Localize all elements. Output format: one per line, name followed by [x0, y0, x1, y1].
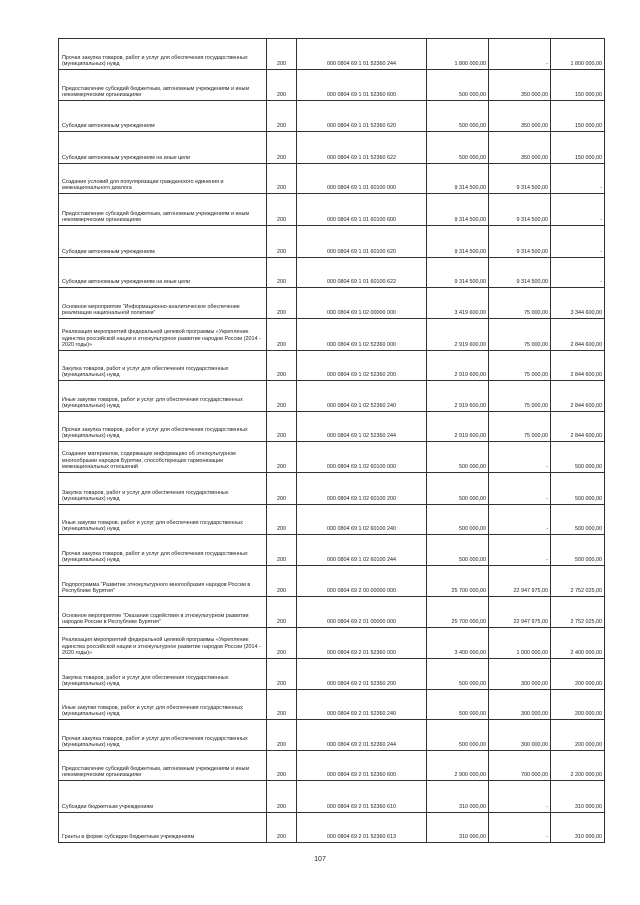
row-classification-cell: 000 0804 69 1 02 60100 240	[297, 505, 427, 535]
row-unexecuted-cell: -	[551, 194, 605, 226]
row-name-text: Иные закупки товаров, работ и услуг для обеспечения государственных (муниципальных) нужд	[62, 704, 243, 718]
row-classification-cell: 000 0804 69 1 01 60100 000	[297, 164, 427, 194]
row-classification-cell: 000 0804 69 1 01 60100 622	[297, 258, 427, 288]
row-approved-cell: 1 800 000,00	[427, 39, 489, 70]
row-name-text: Предоставление субсидий бюджетным, автономным учреждениям и иным некоммерческим организациям	[62, 765, 250, 779]
row-name-cell	[59, 132, 267, 164]
row-executed-cell: 22 947 975,00	[489, 566, 551, 597]
row-code-cell: 200	[267, 288, 297, 319]
table-row	[59, 535, 605, 566]
row-approved-cell: 310 000,00	[427, 781, 489, 813]
row-name-text: Прочая закупка товаров, работ и услуг для обеспечения государственных (муниципальных) нужд	[62, 735, 248, 749]
row-classification-cell: 000 0804 69 1 01 52360 244	[297, 39, 427, 70]
row-approved-cell: 500 000,00	[427, 442, 489, 473]
row-executed-cell: 350 000,00	[489, 132, 551, 164]
row-unexecuted-cell: 500 000,00	[551, 535, 605, 566]
row-unexecuted-cell: -	[551, 164, 605, 194]
row-code-cell: 200	[267, 751, 297, 781]
row-classification-cell: 000 0804 69 1 01 60100 600	[297, 194, 427, 226]
row-name-cell	[59, 690, 267, 720]
row-unexecuted-cell: 3 344 600,00	[551, 288, 605, 319]
table-row	[59, 132, 605, 164]
row-approved-cell: 500 000,00	[427, 659, 489, 690]
row-code-cell: 200	[267, 535, 297, 566]
row-unexecuted-cell: 1 800 000,00	[551, 39, 605, 70]
row-name-text: Основное мероприятие "Оказание содействия в этнокультурном развитии народов России в Республике Бурятия"	[62, 612, 249, 626]
row-name-cell	[59, 319, 267, 351]
row-name-text: Прочая закупка товаров, работ и услуг для обеспечения государственных (муниципальных) нужд	[62, 550, 248, 564]
row-unexecuted-cell: 150 000,00	[551, 70, 605, 101]
table-row	[59, 319, 605, 351]
row-approved-cell: 2 919 600,00	[427, 351, 489, 381]
row-executed-cell: 75 000,00	[489, 351, 551, 381]
row-name-text: Подпрограмма "Развитие этнокультурного многообразия народов России в Республике Бурятия"	[62, 581, 251, 595]
row-name-cell	[59, 226, 267, 258]
row-approved-cell: 25 700 000,00	[427, 597, 489, 628]
row-approved-cell: 2 900 000,00	[427, 751, 489, 781]
row-approved-cell: 3 400 000,00	[427, 628, 489, 659]
row-unexecuted-cell: 500 000,00	[551, 473, 605, 505]
row-executed-cell: 300 000,00	[489, 720, 551, 751]
row-approved-cell: 3 419 600,00	[427, 288, 489, 319]
table-row	[59, 39, 605, 70]
row-classification-cell: 000 0804 69 1 01 60100 620	[297, 226, 427, 258]
row-classification-cell: 000 0804 69 1 02 00000 000	[297, 288, 427, 319]
row-unexecuted-cell: 2 200 000,00	[551, 751, 605, 781]
row-classification-cell: 000 0804 69 1 02 60100 244	[297, 535, 427, 566]
row-unexecuted-cell: 200 000,00	[551, 659, 605, 690]
table-row	[59, 351, 605, 381]
row-code-cell: 200	[267, 628, 297, 659]
row-approved-cell: 500 000,00	[427, 132, 489, 164]
row-unexecuted-cell: 310 000,00	[551, 813, 605, 843]
row-executed-cell: 9 314 500,00	[489, 194, 551, 226]
row-code-cell: 200	[267, 720, 297, 751]
row-name-cell	[59, 535, 267, 566]
row-name-cell	[59, 39, 267, 70]
row-classification-cell: 000 0804 69 2 01 52360 240	[297, 690, 427, 720]
row-approved-cell: 2 919 600,00	[427, 319, 489, 351]
row-executed-cell: 75 000,00	[489, 412, 551, 442]
row-unexecuted-cell: 2 844 600,00	[551, 351, 605, 381]
row-name-text: Закупка товаров, работ и услуг для обеспечения государственных (муниципальных) нужд	[62, 489, 229, 503]
row-code-cell: 200	[267, 659, 297, 690]
table-row	[59, 659, 605, 690]
row-name-cell	[59, 101, 267, 132]
row-unexecuted-cell: 200 000,00	[551, 720, 605, 751]
row-code-cell: 200	[267, 566, 297, 597]
row-unexecuted-cell: 2 844 600,00	[551, 412, 605, 442]
row-approved-cell: 500 000,00	[427, 70, 489, 101]
row-name-cell	[59, 720, 267, 751]
row-approved-cell: 500 000,00	[427, 473, 489, 505]
row-executed-cell: -	[489, 813, 551, 843]
row-unexecuted-cell: -	[551, 226, 605, 258]
row-classification-cell: 000 0804 69 1 01 52360 622	[297, 132, 427, 164]
row-unexecuted-cell: 200 000,00	[551, 690, 605, 720]
row-code-cell: 200	[267, 101, 297, 132]
row-name-cell	[59, 442, 267, 473]
row-name-text: Субсидии автономным учреждениям на иные цели	[62, 279, 191, 286]
row-name-text: Субсидии автономным учреждениям	[62, 123, 155, 130]
budget-table-sheet	[58, 38, 604, 843]
table-row	[59, 628, 605, 659]
row-classification-cell: 000 0804 69 1 01 52360 600	[297, 70, 427, 101]
row-unexecuted-cell: 2 400 000,00	[551, 628, 605, 659]
row-name-text: Реализация мероприятий федеральной целевой программы «Укрепление единства российской нации и этнокультурное развитие народов России (2014 - 2020 годы)»	[62, 637, 261, 657]
table-row	[59, 597, 605, 628]
row-executed-cell: 9 314 500,00	[489, 258, 551, 288]
row-unexecuted-cell: 2 844 600,00	[551, 381, 605, 412]
row-name-text: Создание материалов, содержащих информацию об этнокультурном многообразии народов Бурятии, способствующих гармонизации межнациональных отношений	[62, 451, 236, 471]
row-executed-cell: 9 314 500,00	[489, 226, 551, 258]
row-name-text: Субсидии бюджетным учреждениям	[62, 804, 153, 811]
table-row	[59, 70, 605, 101]
row-approved-cell: 9 314 500,00	[427, 258, 489, 288]
row-unexecuted-cell: 2 752 025,00	[551, 597, 605, 628]
table-row	[59, 164, 605, 194]
row-code-cell: 200	[267, 194, 297, 226]
row-name-text: Прочая закупка товаров, работ и услуг для обеспечения государственных (муниципальных) нужд	[62, 54, 248, 68]
row-executed-cell: 300 000,00	[489, 659, 551, 690]
row-code-cell: 200	[267, 351, 297, 381]
table-row	[59, 473, 605, 505]
row-classification-cell: 000 0804 69 2 01 52360 613	[297, 813, 427, 843]
row-executed-cell: 75 000,00	[489, 288, 551, 319]
row-name-cell	[59, 597, 267, 628]
row-code-cell: 200	[267, 412, 297, 442]
row-classification-cell: 000 0804 69 2 01 52360 610	[297, 781, 427, 813]
row-name-cell	[59, 70, 267, 101]
row-name-text: Создание условий для популяризации гражданского единения и межнационального диалога	[62, 178, 224, 192]
row-name-text: Гранты в форме субсидии бюджетным учреждениям	[62, 834, 195, 841]
row-unexecuted-cell: 500 000,00	[551, 505, 605, 535]
table-row	[59, 813, 605, 843]
table-row	[59, 442, 605, 473]
row-code-cell: 200	[267, 70, 297, 101]
row-name-text: Предоставление субсидий бюджетным, автономным учреждениям и иным некоммерческим организациям	[62, 210, 250, 224]
row-unexecuted-cell: 310 000,00	[551, 781, 605, 813]
row-executed-cell: -	[489, 535, 551, 566]
row-code-cell: 200	[267, 690, 297, 720]
row-classification-cell: 000 0804 69 2 01 52360 600	[297, 751, 427, 781]
row-code-cell: 200	[267, 505, 297, 535]
row-unexecuted-cell: 150 000,00	[551, 132, 605, 164]
row-code-cell: 200	[267, 473, 297, 505]
row-name-text: Прочая закупка товаров, работ и услуг для обеспечения государственных (муниципальных) нужд	[62, 426, 248, 440]
row-approved-cell: 500 000,00	[427, 505, 489, 535]
row-classification-cell: 000 0804 69 2 01 00000 000	[297, 597, 427, 628]
row-code-cell: 200	[267, 597, 297, 628]
row-approved-cell: 2 919 600,00	[427, 381, 489, 412]
table-row	[59, 566, 605, 597]
row-executed-cell: -	[489, 505, 551, 535]
row-code-cell: 200	[267, 164, 297, 194]
row-code-cell: 200	[267, 258, 297, 288]
table-row	[59, 381, 605, 412]
row-executed-cell: 9 314 500,00	[489, 164, 551, 194]
row-name-cell	[59, 473, 267, 505]
row-name-text: Субсидии автономным учреждениям на иные цели	[62, 155, 191, 162]
row-approved-cell: 25 700 000,00	[427, 566, 489, 597]
row-classification-cell: 000 0804 69 1 02 60100 000	[297, 442, 427, 473]
row-executed-cell: 75 000,00	[489, 381, 551, 412]
row-approved-cell: 2 919 600,00	[427, 412, 489, 442]
table-row	[59, 505, 605, 535]
row-executed-cell: 75 000,00	[489, 319, 551, 351]
row-approved-cell: 9 314 500,00	[427, 164, 489, 194]
row-executed-cell: 300 000,00	[489, 690, 551, 720]
row-code-cell: 200	[267, 813, 297, 843]
table-row	[59, 288, 605, 319]
row-name-text: Предоставление субсидий бюджетным, автономным учреждениям и иным некоммерческим организациям	[62, 85, 250, 99]
table-row	[59, 751, 605, 781]
row-name-cell	[59, 659, 267, 690]
row-name-cell	[59, 194, 267, 226]
row-classification-cell: 000 0804 69 2 01 52360 244	[297, 720, 427, 751]
row-name-cell	[59, 351, 267, 381]
row-name-cell	[59, 751, 267, 781]
row-name-cell	[59, 566, 267, 597]
row-unexecuted-cell: 150 000,00	[551, 101, 605, 132]
row-code-cell: 200	[267, 226, 297, 258]
row-classification-cell: 000 0804 69 2 00 00000 000	[297, 566, 427, 597]
row-classification-cell: 000 0804 69 1 01 52360 620	[297, 101, 427, 132]
row-code-cell: 200	[267, 319, 297, 351]
row-code-cell: 200	[267, 442, 297, 473]
table-row	[59, 781, 605, 813]
row-executed-cell: -	[489, 39, 551, 70]
row-name-cell	[59, 164, 267, 194]
row-name-text: Иные закупки товаров, работ и услуг для обеспечения государственных (муниципальных) нужд	[62, 519, 243, 533]
row-name-cell	[59, 412, 267, 442]
row-name-text: Иные закупки товаров, работ и услуг для обеспечения государственных (муниципальных) нужд	[62, 396, 243, 410]
row-executed-cell: 350 000,00	[489, 70, 551, 101]
table-row	[59, 258, 605, 288]
row-executed-cell: -	[489, 781, 551, 813]
table-row	[59, 720, 605, 751]
row-code-cell: 200	[267, 132, 297, 164]
row-approved-cell: 9 314 500,00	[427, 226, 489, 258]
row-classification-cell: 000 0804 69 1 02 52360 240	[297, 381, 427, 412]
row-name-text: Закупка товаров, работ и услуг для обеспечения государственных (муниципальных) нужд	[62, 365, 229, 379]
row-executed-cell: -	[489, 442, 551, 473]
row-executed-cell: -	[489, 473, 551, 505]
row-code-cell: 200	[267, 39, 297, 70]
table-row	[59, 226, 605, 258]
row-approved-cell: 500 000,00	[427, 720, 489, 751]
row-name-cell	[59, 258, 267, 288]
row-name-text: Закупка товаров, работ и услуг для обеспечения государственных (муниципальных) нужд	[62, 674, 229, 688]
row-name-cell	[59, 505, 267, 535]
budget-table-body	[59, 39, 605, 843]
row-name-text: Субсидии автономным учреждениям	[62, 249, 155, 256]
row-classification-cell: 000 0804 69 2 01 52360 000	[297, 628, 427, 659]
row-name-cell	[59, 628, 267, 659]
row-approved-cell: 500 000,00	[427, 535, 489, 566]
row-code-cell: 200	[267, 781, 297, 813]
table-row	[59, 194, 605, 226]
row-executed-cell: 700 000,00	[489, 751, 551, 781]
row-classification-cell: 000 0804 69 1 02 60100 200	[297, 473, 427, 505]
row-executed-cell: 350 000,00	[489, 101, 551, 132]
row-unexecuted-cell: 2 752 025,00	[551, 566, 605, 597]
row-executed-cell: 22 947 975,00	[489, 597, 551, 628]
table-row	[59, 101, 605, 132]
table-row	[59, 690, 605, 720]
row-classification-cell: 000 0804 69 1 02 52360 244	[297, 412, 427, 442]
row-unexecuted-cell: -	[551, 258, 605, 288]
row-name-text: Основное мероприятие "Информационно-аналитическое обеспечение реализации национальной политики"	[62, 303, 240, 317]
row-code-cell: 200	[267, 381, 297, 412]
row-unexecuted-cell: 2 844 600,00	[551, 319, 605, 351]
row-classification-cell: 000 0804 69 1 02 52360 000	[297, 319, 427, 351]
row-unexecuted-cell: 500 000,00	[551, 442, 605, 473]
row-name-cell	[59, 813, 267, 843]
page-number: 107	[314, 856, 326, 863]
row-approved-cell: 9 314 500,00	[427, 194, 489, 226]
row-approved-cell: 500 000,00	[427, 101, 489, 132]
row-name-cell	[59, 288, 267, 319]
row-approved-cell: 500 000,00	[427, 690, 489, 720]
row-name-cell	[59, 781, 267, 813]
row-name-cell	[59, 381, 267, 412]
row-executed-cell: 1 000 000,00	[489, 628, 551, 659]
row-classification-cell: 000 0804 69 1 02 52360 200	[297, 351, 427, 381]
table-row	[59, 412, 605, 442]
budget-table	[58, 38, 605, 843]
row-name-text: Реализация мероприятий федеральной целевой программы «Укрепление единства российской нации и этнокультурное развитие народов России (2014 - 2020 годы)»	[62, 329, 261, 349]
row-approved-cell: 310 000,00	[427, 813, 489, 843]
row-classification-cell: 000 0804 69 2 01 52360 200	[297, 659, 427, 690]
